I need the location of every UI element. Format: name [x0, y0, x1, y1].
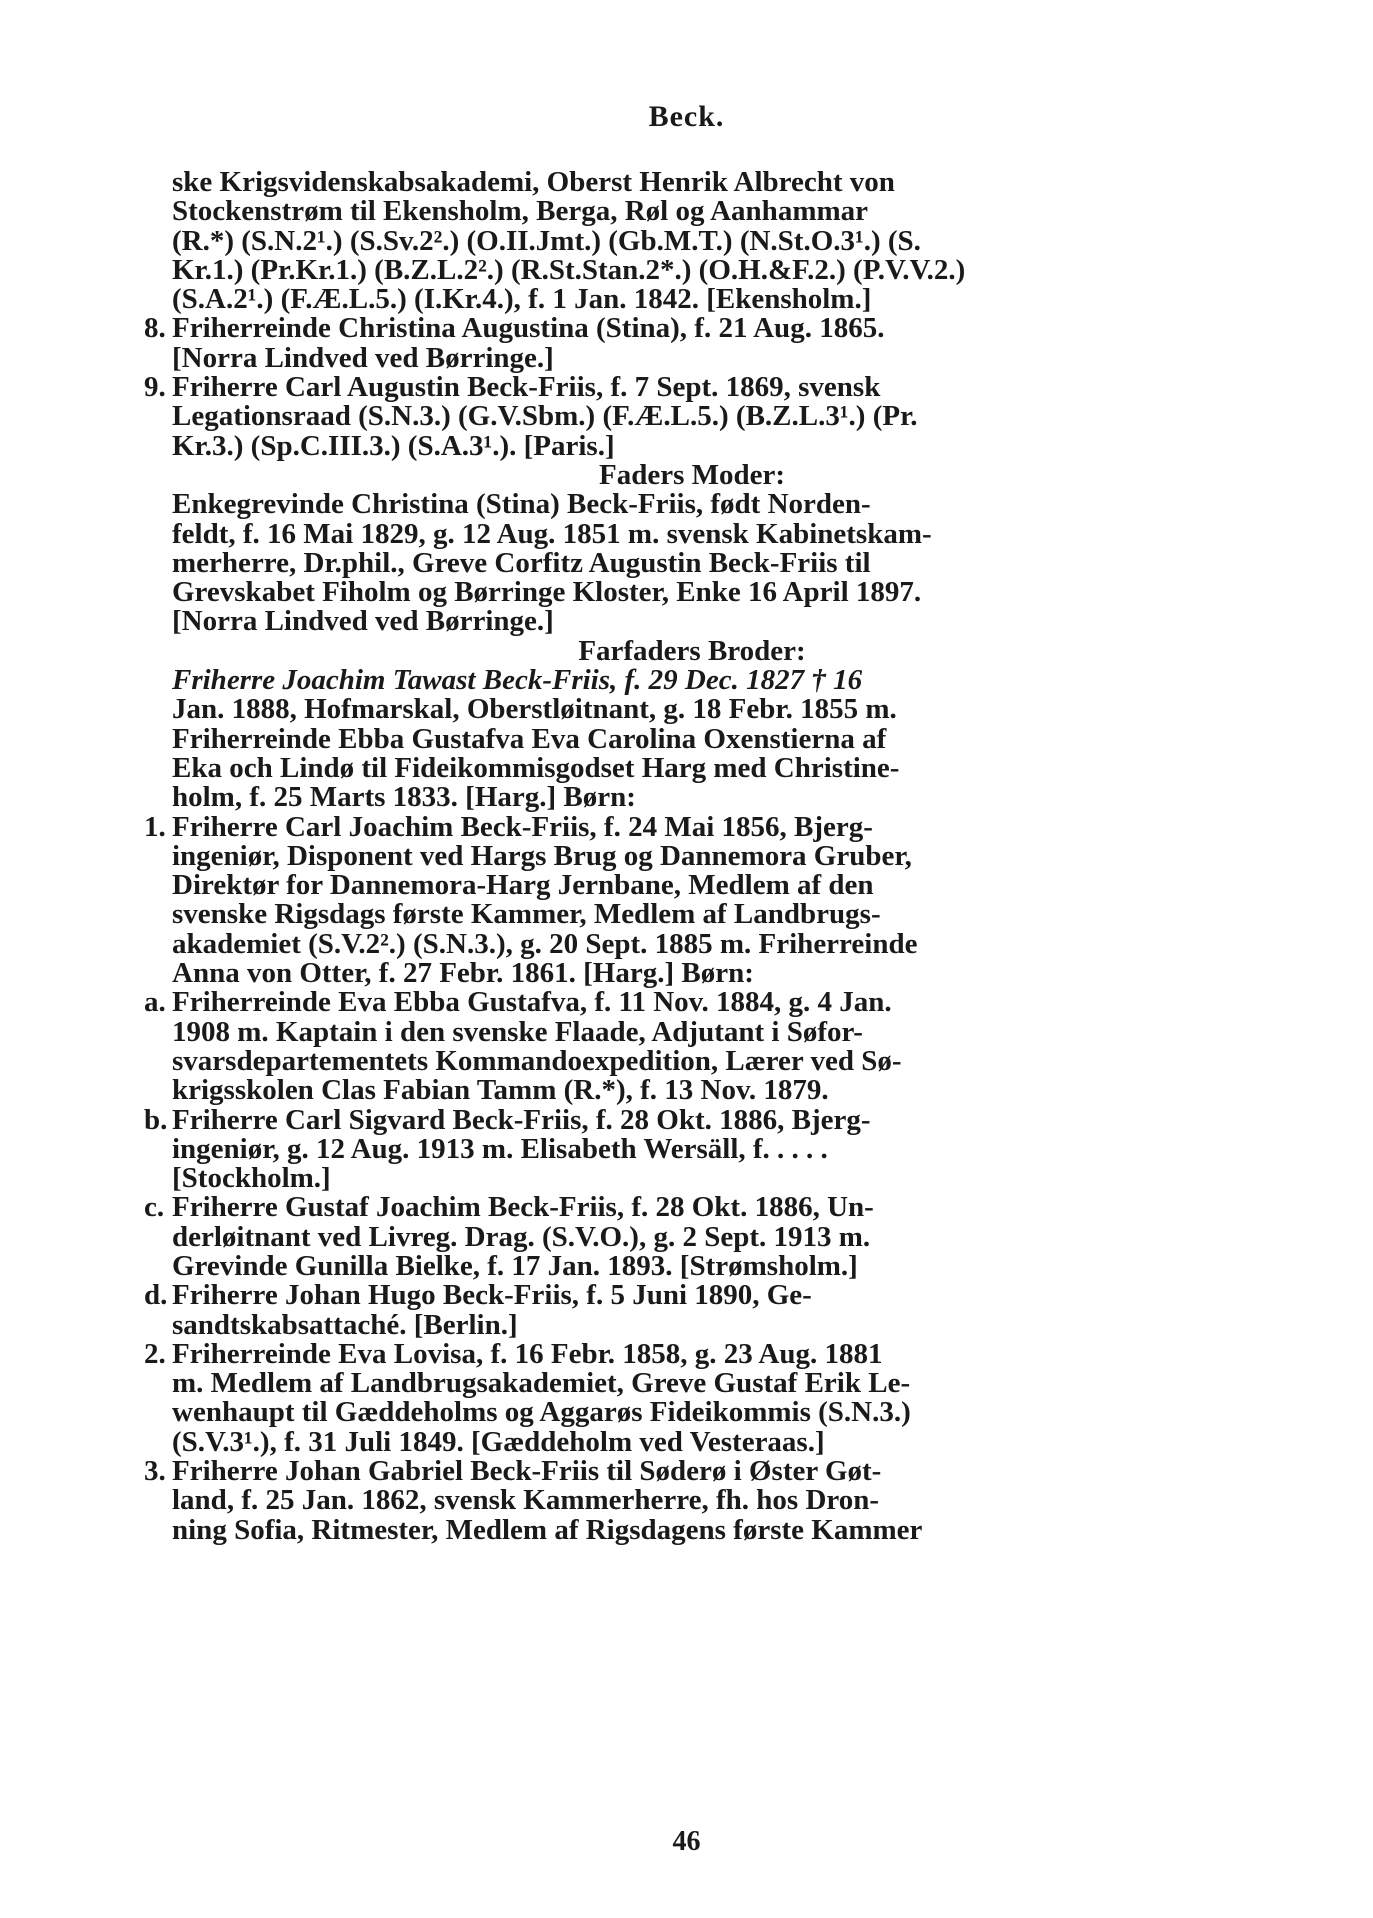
text-line	[172, 751, 1212, 784]
line-text: Grevinde Gunilla Bielke, f. 17 Jan. 1893. [Strømsholm.]	[172, 1249, 858, 1282]
line-text: (S.A.2¹.) (F.Æ.L.5.) (I.Kr.4.), f. 1 Jan. 1842. [Ekensholm.]	[172, 283, 872, 316]
line-text: Friherre Johan Gabriel Beck-Friis til Søderø i Øster Gøt-	[172, 1455, 882, 1488]
entry-number: 3.	[144, 1455, 166, 1488]
line-text: Stockenstrøm til Ekensholm, Berga, Røl og Aanhammar	[172, 195, 868, 228]
entry-number: d.	[144, 1279, 168, 1312]
text-line	[172, 1369, 1212, 1398]
line-text: Jan. 1888, Hofmarskal, Oberstløitnant, g. 18 Febr. 1855 m.	[172, 693, 897, 726]
text-line	[172, 546, 1212, 579]
text-line	[144, 1455, 1212, 1488]
entry-number: 8.	[144, 312, 166, 345]
line-text: [Norra Lindved ved Børringe.]	[172, 605, 554, 638]
text-line	[144, 1337, 1212, 1370]
text-line	[172, 1249, 1212, 1282]
line-text: svarsdepartementets Kommandoexpedition, Lærer ved Sø-	[172, 1044, 902, 1077]
line-text: Grevskabet Fiholm og Børringe Kloster, Enke 16 April 1897.	[172, 576, 922, 609]
text-line	[144, 1279, 1212, 1312]
line-text: land, f. 25 Jan. 1862, svensk Kammerherre, fh. hos Dron-	[172, 1484, 880, 1517]
line-text: Anna von Otter, f. 27 Febr. 1861. [Harg.] Børn:	[172, 957, 754, 990]
text-line	[172, 341, 1212, 374]
text-line	[172, 900, 1212, 929]
line-text: Friherre Joachim Tawast Beck-Friis, f. 29 Dec. 1827 † 16	[172, 664, 863, 697]
line-text: Kr.3.) (Sp.C.III.3.) (S.A.3¹.). [Paris.]	[172, 429, 615, 462]
line-text: sandtskabsattaché. [Berlin.]	[172, 1308, 518, 1341]
entry-number: 1.	[144, 810, 166, 843]
text-line	[144, 986, 1212, 1019]
line-text: Friherre Gustaf Joachim Beck-Friis, f. 28 Okt. 1886, Un-	[172, 1191, 874, 1224]
line-text: derløitnant ved Livreg. Drag. (S.V.O.), g. 2 Sept. 1913 m.	[172, 1220, 871, 1253]
text-line	[172, 1513, 1212, 1546]
text-line	[172, 402, 1212, 431]
line-text: Direktør for Dannemora-Harg Jernbane, Medlem af den	[172, 869, 874, 902]
text-line	[144, 371, 1212, 404]
line-text: feldt, f. 16 Mai 1829, g. 12 Aug. 1851 m. svensk Kabinetskam-	[172, 517, 932, 550]
text-line	[172, 871, 1212, 900]
line-text: wenhaupt til Gæddeholms og Aggarøs Fideikommis (S.N.3.)	[172, 1396, 911, 1429]
line-text: Friherre Carl Joachim Beck-Friis, f. 24 Mai 1856, Bjerg-	[172, 810, 873, 843]
text-line	[144, 1191, 1212, 1224]
line-text: Eka och Lindø til Fideikommisgodset Harg med Christine-	[172, 751, 900, 784]
text-line	[172, 927, 1212, 960]
text-line	[172, 1220, 1212, 1253]
text-line	[172, 285, 1212, 314]
section-heading	[172, 458, 1212, 491]
line-text: ingeniør, Disponent ved Hargs Brug og Dannemora Gruber,	[172, 839, 912, 872]
entry-number: b.	[144, 1103, 168, 1136]
text-line	[172, 783, 1212, 812]
line-text: ingeniør, g. 12 Aug. 1913 m. Elisabeth Wersäll, f. . . . .	[172, 1132, 828, 1165]
text-line	[172, 959, 1212, 988]
line-text: m. Medlem af Landbrugsakademiet, Greve Gustaf Erik Le-	[172, 1367, 911, 1400]
text-line	[172, 490, 1212, 519]
line-text: 1908 m. Kaptain i den svenske Flaade, Adjutant i Søfor-	[172, 1015, 863, 1048]
section-heading	[172, 634, 1212, 667]
line-text: svenske Rigsdags første Kammer, Medlem af Landbrugs-	[172, 898, 881, 931]
text-line	[172, 253, 1212, 286]
body-text	[144, 166, 1212, 1546]
line-text: Friherre Carl Sigvard Beck-Friis, f. 28 Okt. 1886, Bjerg-	[172, 1103, 871, 1136]
line-text: Enkegrevinde Christina (Stina) Beck-Friis, født Norden-	[172, 488, 871, 521]
running-header: Beck.	[648, 100, 725, 133]
line-text: Friherreinde Eva Lovisa, f. 16 Febr. 1858, g. 23 Aug. 1881	[172, 1337, 883, 1370]
text-line	[144, 810, 1212, 843]
line-text: [Norra Lindved ved Børringe.]	[172, 341, 554, 374]
line-text: Friherreinde Christina Augustina (Stina), f. 21 Aug. 1865.	[172, 312, 885, 345]
line-text: [Stockholm.]	[172, 1162, 331, 1195]
line-text: ning Sofia, Ritmester, Medlem af Rigsdagens første Kammer	[172, 1513, 923, 1546]
text-line	[172, 722, 1212, 755]
line-text: (R.*) (S.N.2¹.) (S.Sv.2².) (O.II.Jmt.) (Gb.M.T.) (N.St.O.3¹.) (S.	[172, 224, 921, 257]
text-line	[172, 1398, 1212, 1427]
text-line	[172, 578, 1212, 607]
text-line	[172, 1015, 1212, 1048]
line-text: Friherreinde Eva Ebba Gustafva, f. 11 Nov. 1884, g. 4 Jan.	[172, 986, 892, 1019]
text-line	[172, 429, 1212, 462]
text-line	[172, 197, 1212, 226]
line-text: Kr.1.) (Pr.Kr.1.) (B.Z.L.2².) (R.St.Stan.2*.) (O.H.&F.2.) (P.V.V.2.)	[172, 253, 966, 286]
entry-number: 9.	[144, 371, 166, 404]
line-text: Friherreinde Ebba Gustafva Eva Carolina Oxenstierna af	[172, 722, 887, 755]
text-line	[172, 168, 1212, 197]
text-line	[172, 1132, 1212, 1165]
page-number: 46	[672, 1826, 701, 1857]
text-line	[172, 1044, 1212, 1077]
line-text: Farfaders Broder:	[578, 634, 806, 667]
text-line	[144, 1103, 1212, 1136]
line-text: (S.V.3¹.), f. 31 Juli 1849. [Gæddeholm ved Vesteraas.]	[172, 1425, 825, 1458]
line-text: ske Krigsvidenskabsakademi, Oberst Henrik Albrecht von	[172, 166, 895, 198]
text-line	[172, 1076, 1212, 1105]
text-line	[172, 607, 1212, 636]
entry-number: a.	[144, 986, 166, 1019]
text-line	[172, 1308, 1212, 1341]
text-line	[172, 695, 1212, 724]
entry-number: 2.	[144, 1337, 166, 1370]
line-text: Legationsraad (S.N.3.) (G.V.Sbm.) (F.Æ.L.5.) (B.Z.L.3¹.) (Pr.	[172, 400, 918, 433]
text-line	[172, 1425, 1212, 1458]
entry-number: c.	[144, 1191, 165, 1224]
text-line	[144, 312, 1212, 345]
line-text: holm, f. 25 Marts 1833. [Harg.] Børn:	[172, 781, 636, 814]
line-text: akademiet (S.V.2².) (S.N.3.), g. 20 Sept. 1885 m. Friherreinde	[172, 927, 918, 960]
text-line	[172, 1486, 1212, 1515]
line-text: krigsskolen Clas Fabian Tamm (R.*), f. 13 Nov. 1879.	[172, 1074, 829, 1107]
text-line	[172, 666, 1212, 695]
text-line	[172, 839, 1212, 872]
text-line	[172, 224, 1212, 257]
text-line	[172, 1164, 1212, 1193]
text-line	[172, 517, 1212, 550]
line-text: Faders Moder:	[598, 458, 786, 491]
line-text: merherre, Dr.phil., Greve Corfitz Augustin Beck-Friis til	[172, 546, 871, 579]
line-text: Friherre Carl Augustin Beck-Friis, f. 7 Sept. 1869, svensk	[172, 371, 881, 404]
line-text: Friherre Johan Hugo Beck-Friis, f. 5 Juni 1890, Ge-	[172, 1279, 812, 1312]
